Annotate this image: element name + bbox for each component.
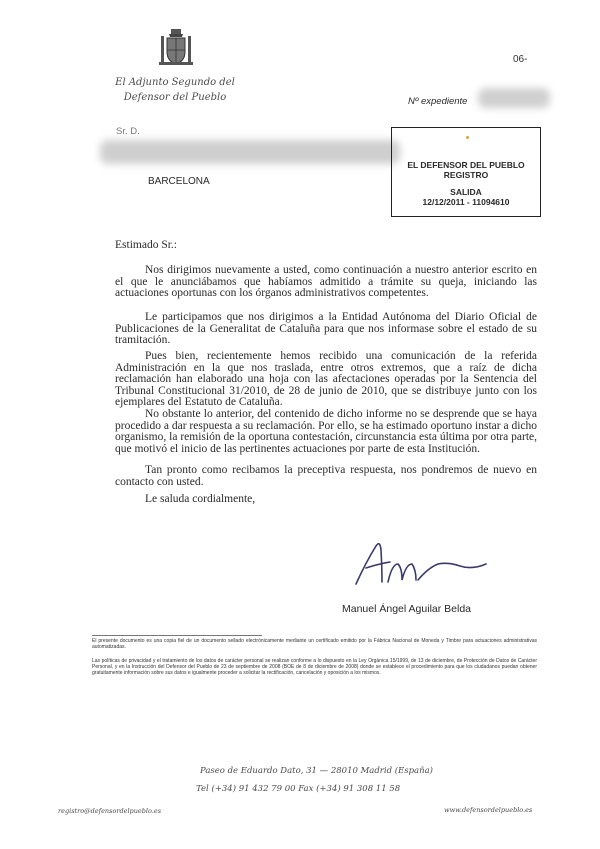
coat-of-arms-icon (158, 28, 194, 68)
page-code: 06- (513, 54, 528, 65)
stamp-date-number: 12/12/2011 - 11094610 (422, 197, 510, 207)
footer-website: www.defensordelpueblo.es (444, 806, 533, 814)
stamp-institution: EL DEFENSOR DEL PUEBLO (407, 160, 525, 170)
footer-address: Paseo de Eduardo Dato, 31 — 28010 Madrid (España) (200, 766, 433, 776)
stamp-type: SALIDA (450, 187, 482, 197)
redacted-expediente-number (478, 88, 550, 108)
electronic-seal-note: El presente documento es una copia fiel de un documento sellado electrónicamente mediante un certificado emitido por la Fábrica Nacional de Moneda y Timbre para actuaciones administrativas automatizadas. (92, 638, 537, 650)
expediente-label: Nº expediente (408, 96, 468, 107)
office-title-line2: Defensor del Pueblo (123, 92, 227, 103)
paragraph-5: Tan pronto como recibamos la preceptiva respuesta, nos pondremos de nuevo en contacto con usted. (115, 464, 537, 488)
recipient-city: BARCELONA (148, 176, 210, 187)
issuing-office (100, 75, 250, 105)
registry-stamp (391, 127, 541, 217)
paragraph-4: No obstante lo anterior, del contenido de dicho informe no se desprende que se haya procedido a dar respuesta a su reclamación. Por ello, se ha estimado oportuno instar a dicho organismo, la remisión de la oportuna contestación, circunstancia esta última por otra parte, que motivó el inicio de las pertinentes actuaciones por parte de esta Institución. (115, 408, 537, 455)
signatory-name: Manuel Ángel Aguilar Belda (342, 603, 472, 615)
paragraph-1: Nos dirigimos nuevamente a usted, como continuación a nuestro anterior escrito en el que le anunciábamos que habíamos admitido a trámite su queja, iniciando las actuaciones oportunas con los órganos administrativos competentes. (115, 264, 537, 299)
redacted-recipient-name (100, 140, 400, 164)
office-title-line1: El Adjunto Segundo del (115, 77, 235, 88)
paragraph-2: Le participamos que nos dirigimos a la Entidad Autónoma del Diario Oficial de Publicaciones de la Generalitat de Cataluña para que nos informase sobre el estado de su tramitación. (115, 311, 537, 346)
stamp-registry: REGISTRO (443, 170, 489, 180)
footer-email: registro@defensordelpueblo.es (58, 807, 162, 815)
closing: Le saluda cordialmente, (145, 493, 256, 505)
greeting: Estimado Sr.: (115, 239, 177, 251)
stamp-dot-icon (466, 136, 469, 139)
footnote-divider (92, 635, 262, 636)
handwritten-signature (352, 534, 492, 594)
footer-phones: Tel (+34) 91 432 79 00 Fax (+34) 91 308 11 58 (196, 784, 401, 794)
recipient-salutation: Sr. D. (116, 126, 140, 137)
paragraph-3: Pues bien, recientemente hemos recibido una comunicación de la referida Administración en la que nos traslada, entre otros extremos, que a raíz de dicha reclamación han elaborado una hoja con las afectaciones operadas por la Sentencia del Tribunal Constitucional 31/2010, de 28 de junio de 2010, que se distribuye junto con los ejemplares del Estatuto de Cataluña. (115, 350, 537, 408)
privacy-note: Las políticas de privacidad y el tratamiento de los datos de carácter personal se realizan conforme a lo dispuesto en la Ley Orgánica 15/1999, de 13 de diciembre, de Protección de Datos de Carácter Personal, y en la Instrucción del Defensor del Pueblo de 23 de septiembre de 2008 (BOE de 8 de diciembre de 2008) donde se establece el procedimiento para que los ciudadanos puedan obtener gratuitamente información sobre sus datos e igualmente proceder a solicitar la rectificación, cancelación y oposición a los mismos. (92, 658, 537, 676)
